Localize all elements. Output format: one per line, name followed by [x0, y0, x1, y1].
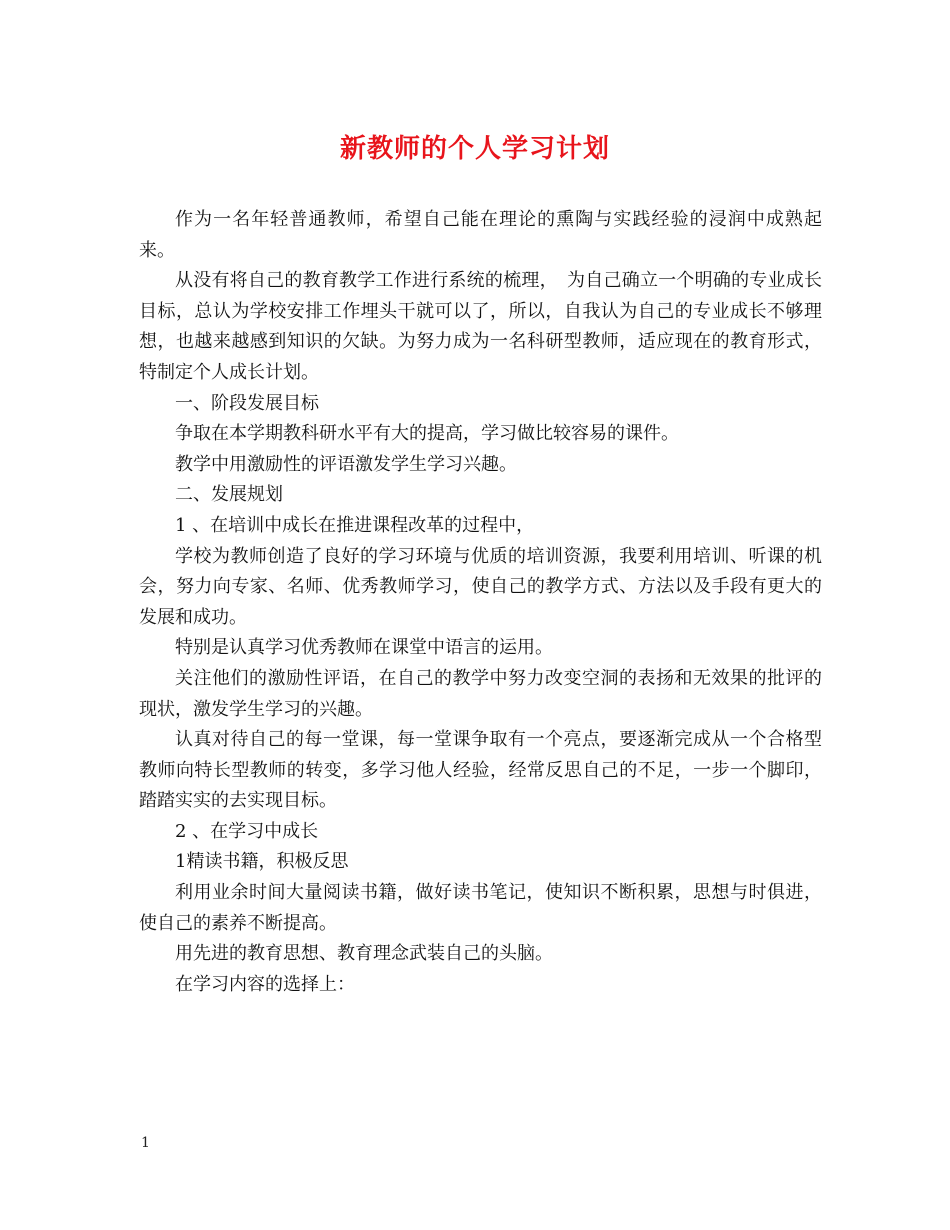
section-heading: 一、阶段发展目标 [175, 392, 319, 414]
paragraph: 利用业余时间大量阅读书籍，做好读书笔记，使知识不断积累，思想与时俱进，使自己的素养不断提高。 [139, 882, 822, 934]
paragraph: 学校为教师创造了良好的学习环境与优质的培训资源，我要利用培训、听课的机会，努力向专家、名师、优秀教师学习，使自己的教学方式、方法以及手段有更大的发展和成功。 [139, 545, 822, 628]
paragraph: 认真对待自己的每一堂课，每一堂课争取有一个亮点，要逐渐完成从一个合格型教师向特长型教师的转变，多学习他人经验，经常反思自己的不足，一步一个脚印，踏踏实实的去实现目标。 [139, 729, 822, 812]
paragraph: 从没有将自己的教育教学工作进行系统的梳理， 为自己确立一个明确的专业成长目标，总认为学校安排工作埋头干就可以了，所以，自我认为自己的专业成长不够理想，也越来越感到知识的欠缺。为努力成为一名科研型教师，适应现在的教育形式，特制定个人成长计划。 [139, 270, 822, 383]
subsection-heading: 1精读书籍，积极反思 [175, 851, 349, 873]
paragraph: 特别是认真学习优秀教师在课堂中语言的运用。 [175, 637, 553, 659]
subsection-heading: 1 、在培训中成长在推进课程改革的过程中， [175, 514, 535, 536]
paragraph: 作为一名年轻普通教师，希望自己能在理论的熏陶与实践经验的浸润中成熟起来。 [139, 209, 822, 261]
paragraph: 在学习内容的选择上： [175, 973, 355, 995]
document-body [139, 205, 822, 1000]
page-number: 1 [141, 1135, 150, 1151]
page-title: 新教师的个人学习计划 [339, 134, 610, 164]
paragraph: 用先进的教育思想、教育理念武装自己的头脑。 [175, 943, 553, 965]
paragraph: 关注他们的激励性评语，在自己的教学中努力改变空洞的表扬和无效果的批评的现状，激发学生学习的兴趣。 [139, 667, 822, 720]
paragraph: 教学中用激励性的评语激发学生学习兴趣。 [175, 453, 517, 475]
subsection-heading: 2 、在学习中成长 [175, 820, 319, 842]
section-heading: 二、发展规划 [175, 484, 283, 506]
paragraph: 争取在本学期教科研水平有大的提高，学习做比较容易的课件。 [175, 423, 679, 445]
